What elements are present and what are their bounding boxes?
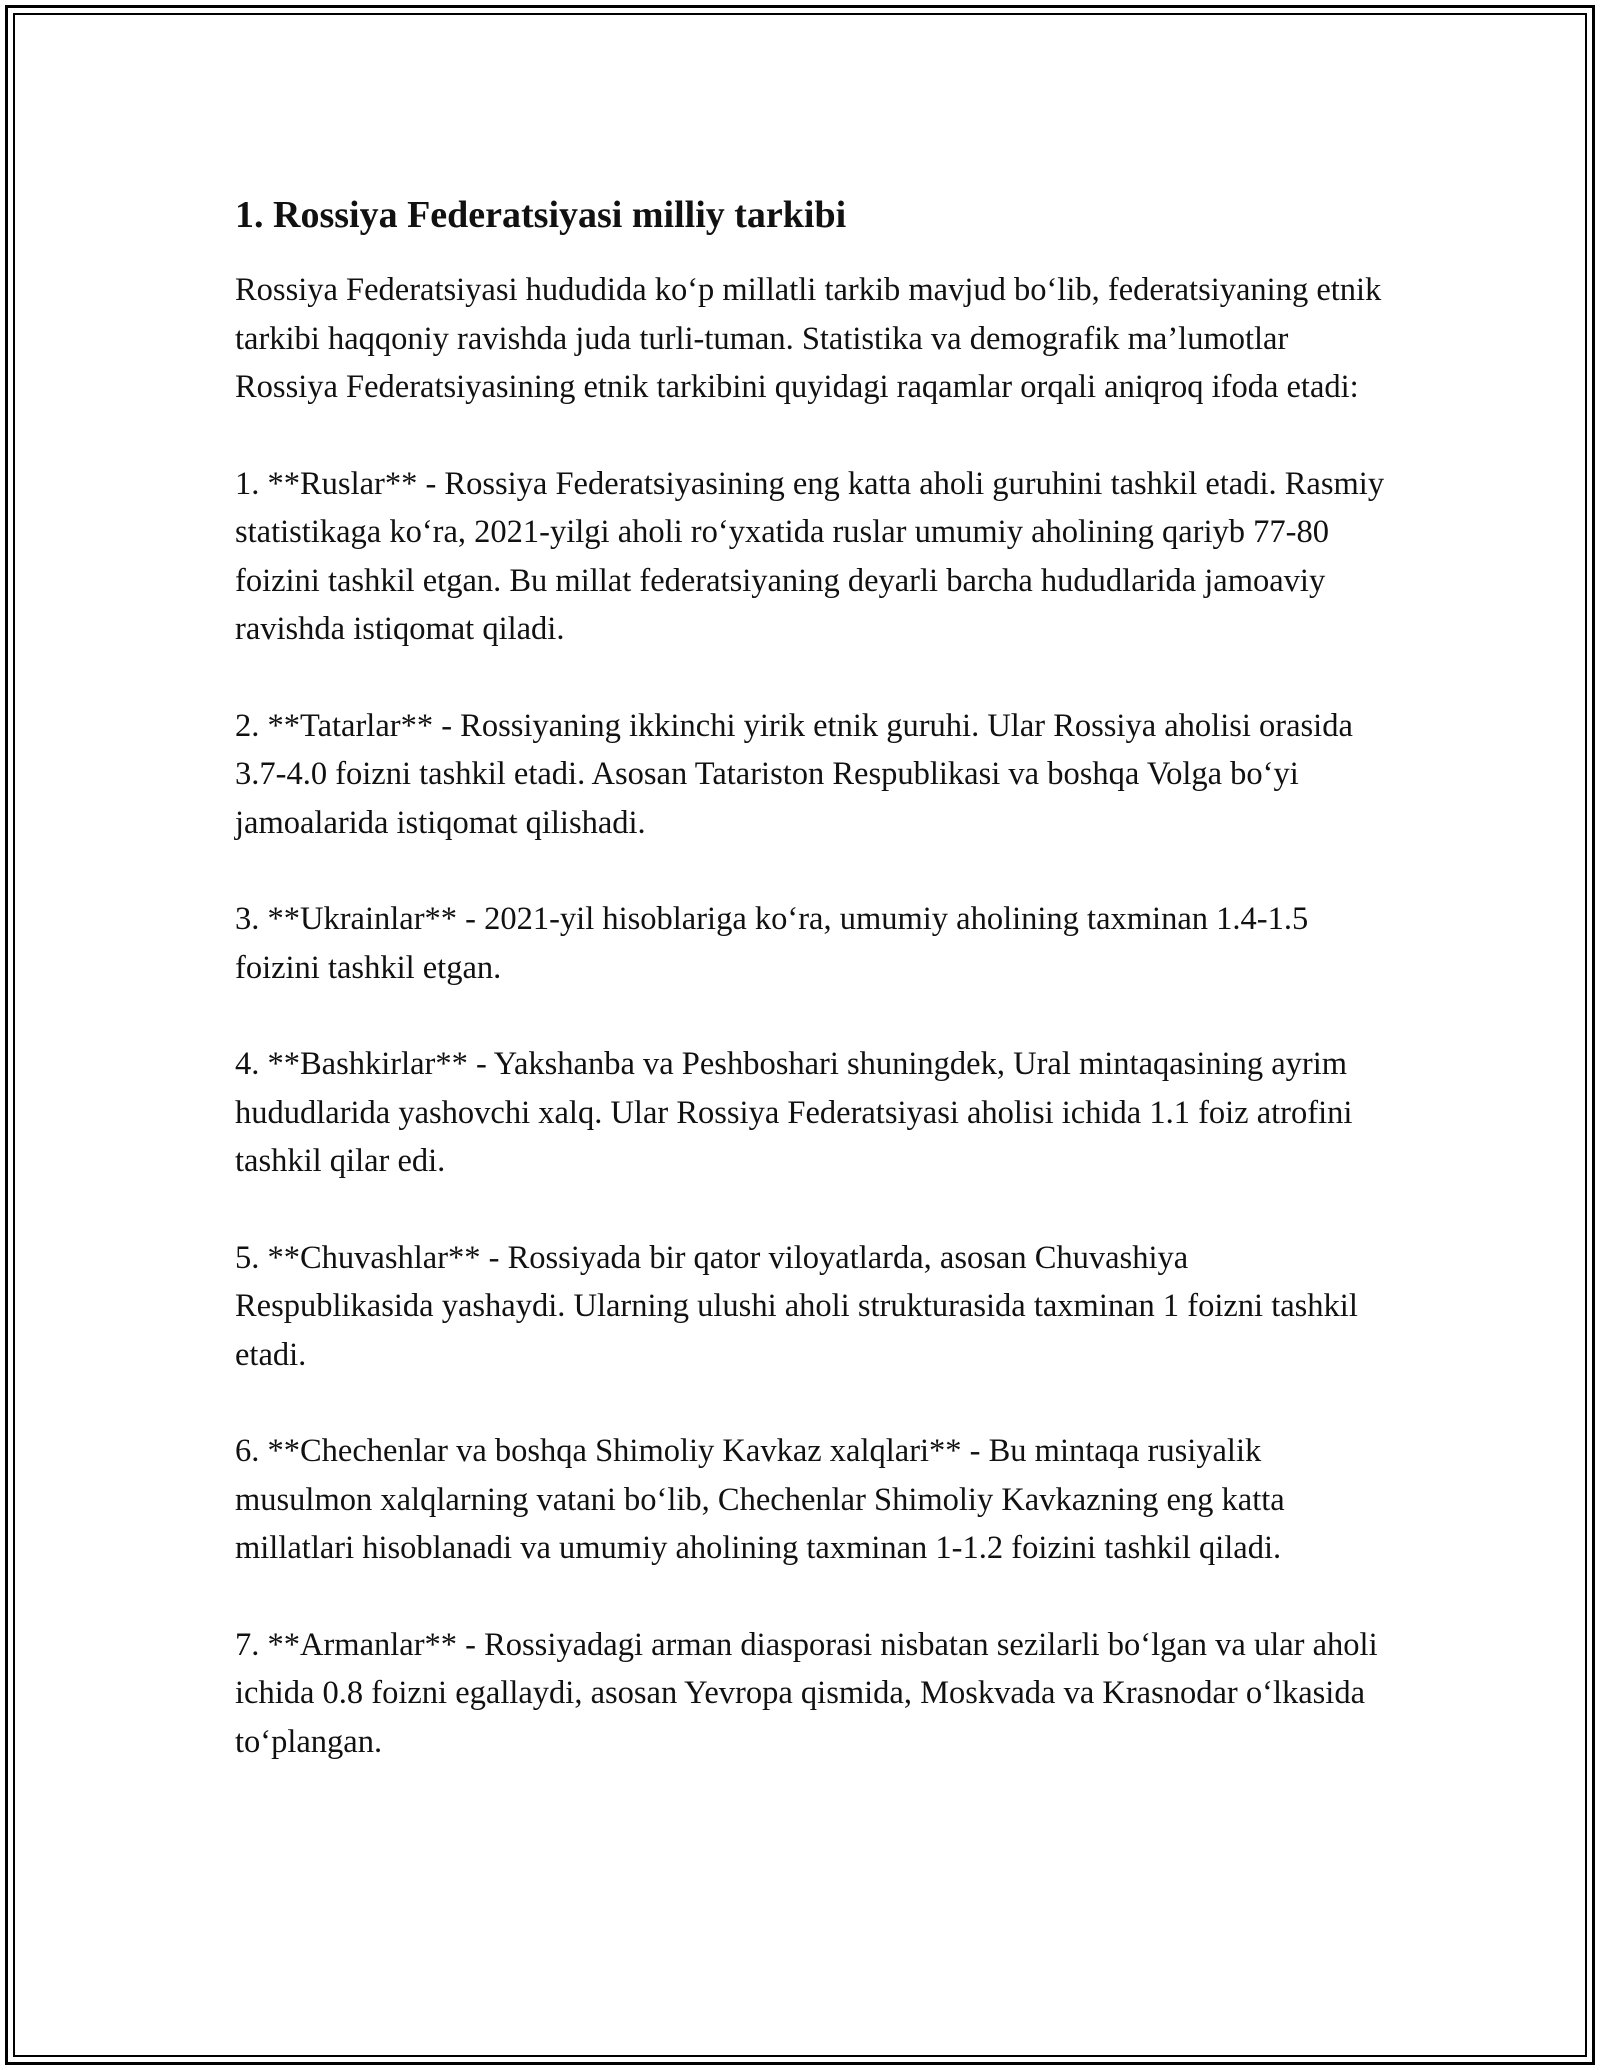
document-body — [235, 190, 1385, 1814]
list-item-chechenlar: 6. **Chechenlar va boshqa Shimoliy Kavkaz xalqlari** - Bu mintaqa rusiyalik musulmon xalqlarning vatani bo‘lib, Chechenlar Shimoliy Kavkazning eng katta millatlari hisoblanadi va umumiy aholining taxminan 1-1.2 foizini tashkil qiladi. — [235, 1433, 1285, 1566]
list-item-chuvashlar: 5. **Chuvashlar** - Rossiyada bir qator viloyatlarda, asosan Chuvashiya Respublikasida yashaydi. Ularning ulushi aholi strukturasida taxminan 1 foizni tashkil etadi. — [235, 1239, 1358, 1373]
list-item-armanlar: 7. **Armanlar** - Rossiyadagi arman diasporasi nisbatan sezilarli bo‘lgan va ular aholi ichida 0.8 foizni egallaydi, asosan Yevropa qismida, Moskvada va Krasnodar o‘lkasida to‘plangan. — [235, 1626, 1378, 1760]
list-item-tatarlar: 2. **Tatarlar** - Rossiyaning ikkinchi yirik etnik guruhi. Ular Rossiya aholisi orasida 3.7-4.0 foizni tashkil etadi. Asosan Tatariston Respublikasi va boshqa Volga bo‘yi jamoalarida istiqomat qilishadi. — [235, 707, 1353, 841]
page-title: 1. Rossiya Federatsiyasi milliy tarkibi — [235, 194, 847, 236]
list-item-ukrainlar: 3. **Ukrainlar** - 2021-yil hisoblariga ko‘ra, umumiy aholining taxminan 1.4-1.5 foizini tashkil etgan. — [235, 901, 1309, 986]
list-item-ruslar: 1. **Ruslar** - Rossiya Federatsiyasining eng katta aholi guruhini tashkil etadi. Rasmiy statistikaga ko‘ra, 2021-yilgi aholi ro‘yxatida ruslar umumiy aholining qariyb 77-80 foizini tashkil etgan. Bu millat federatsiyaning deyarli barcha hududlarida jamoaviy ravishda istiqomat qiladi. — [235, 465, 1385, 647]
list-item-bashkirlar: 4. **Bashkirlar** - Yakshanba va Peshboshari shuningdek, Ural mintaqasining ayrim hududlarida yashovchi xalq. Ular Rossiya Federatsiyasi aholisi ichida 1.1 foiz atrofini tashkil qilar edi. — [235, 1046, 1353, 1179]
intro-paragraph: Rossiya Federatsiyasi hududida ko‘p millatli tarkib mavjud bo‘lib, federatsiyaning etnik tarkibi haqqoniy ravishda juda turli-tuman. Statistika va demografik ma’lumotlar Rossiya Federatsiyasining etnik tarkibini quyidagi raqamlar orqali aniqroq ifoda etadi: — [235, 272, 1382, 405]
